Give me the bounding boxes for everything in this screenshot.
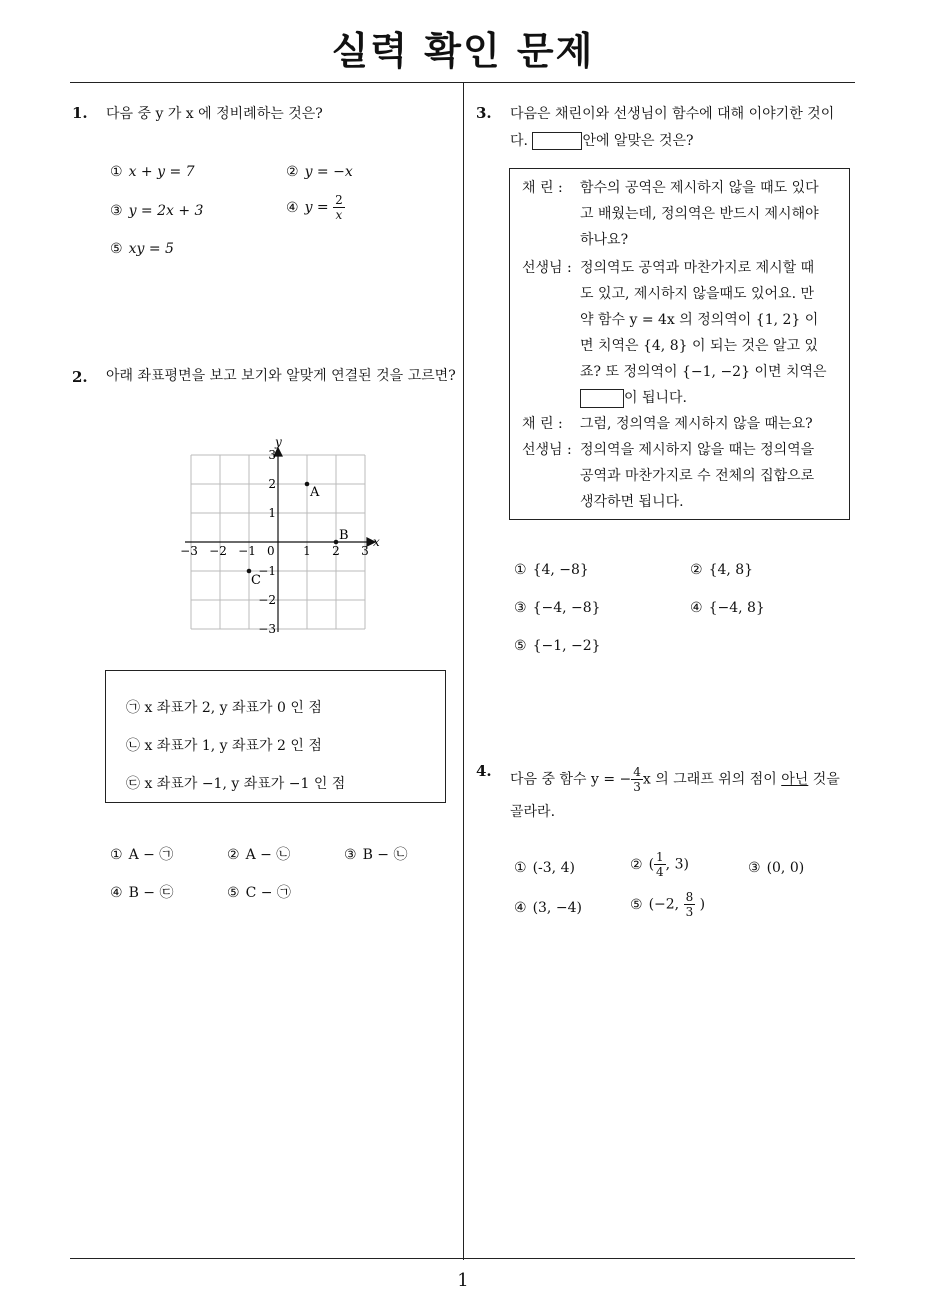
q2-option-4[interactable]: [110, 882, 173, 902]
text-mid: x 의 그래프 위의 점이: [642, 771, 782, 788]
option-mark: ①: [110, 847, 123, 863]
option-text: B − ㉡: [362, 847, 408, 863]
option-mark: ②: [227, 847, 240, 863]
dialogue-turn-1: [522, 175, 839, 253]
text-pre: 다.: [510, 133, 528, 149]
q2-box-item-3: [126, 773, 345, 793]
q1-option-5[interactable]: [110, 241, 174, 257]
q2-option-2[interactable]: [227, 844, 290, 864]
fraction-numerator: 1: [656, 850, 664, 864]
dialogue-turn-3: [522, 411, 839, 437]
point-b-label: B: [339, 528, 349, 543]
item-mark: ㉠: [126, 700, 140, 716]
option-mark: ③: [344, 847, 357, 863]
utterance-line: 정의역도 공역과 마찬가지로 제시할 때: [580, 260, 815, 276]
option-mark: ⑤: [227, 885, 240, 901]
x-tick-label: −2: [209, 544, 227, 558]
q3-dialogue-box: [509, 168, 850, 520]
item-mark: ㉢: [126, 776, 140, 792]
speaker-label: 선생님 :: [522, 442, 572, 458]
item-text: x 좌표가 2, y 좌표가 0 인 점: [144, 700, 322, 716]
y-tick-label: 2: [268, 477, 276, 491]
q3-option-3[interactable]: [514, 600, 601, 616]
utterance-line: 죠? 또 정의역이 {−1, −2} 이면 치역은: [580, 364, 827, 380]
option-mark: ②: [286, 164, 299, 180]
option-text: y = −x: [304, 164, 353, 180]
option-mark: ④: [286, 199, 299, 216]
fraction: [684, 890, 696, 919]
option-mark: ③: [748, 860, 761, 876]
y-tick-label: −2: [258, 593, 276, 607]
question-3-text-line1: 다음은 채린이와 선생님이 함수에 대해 이야기한 것이: [510, 106, 835, 122]
utterance-line: 면 치역은 {4, 8} 이 되는 것은 알고 있: [580, 338, 818, 354]
utterance-line: [580, 385, 839, 411]
option-mark: ①: [110, 164, 123, 180]
q2-reference-box: [105, 670, 446, 803]
utterance-line: 약 함수 y = 4x 의 정의역이 {1, 2} 이: [580, 312, 819, 328]
answer-blank: [580, 389, 624, 408]
fraction: [654, 850, 666, 879]
item-text: x 좌표가 1, y 좌표가 2 인 점: [144, 738, 322, 754]
x-tick-label: 1: [303, 544, 311, 558]
column-divider: [463, 82, 464, 1260]
option-mark: ⑤: [514, 638, 527, 654]
dialogue-turn-2: [522, 255, 839, 411]
item-text: x 좌표가 −1, y 좌표가 −1 인 점: [144, 776, 346, 792]
question-1-number: 1.: [72, 104, 88, 122]
option-post: , 3): [665, 856, 689, 873]
utterance-line: 도 있고, 제시하지 않을때도 있어요. 만: [580, 286, 815, 302]
utterance-line: 공역과 마찬가지로 수 전체의 집합으로: [580, 468, 815, 484]
utterance-line: 함수의 공역은 제시하지 않을 때도 있다: [580, 180, 819, 196]
fraction-numerator: 4: [633, 765, 641, 779]
x-tick-label: −1: [238, 544, 256, 558]
q4-option-2[interactable]: [630, 850, 689, 879]
question-2-text: 아래 좌표평면을 보고 보기와 알맞게 연결된 것을 고르면?: [106, 368, 456, 384]
y-tick-label: −1: [258, 564, 276, 578]
text-pre: 다음 중 함수 y = −: [510, 771, 632, 788]
option-text: A − ㉠: [128, 847, 174, 863]
y-tick-label: 1: [268, 506, 276, 520]
option-text: {−1, −2}: [532, 638, 601, 654]
fraction-denominator: 3: [685, 905, 694, 919]
q3-option-4[interactable]: [690, 600, 765, 616]
utterance: [580, 411, 839, 437]
y-axis-label: y: [275, 435, 282, 449]
option-text: {4, 8}: [708, 562, 754, 578]
q3-option-5[interactable]: [514, 638, 601, 654]
x-axis-label: x: [373, 535, 380, 549]
utterance: [580, 175, 839, 253]
fraction: [631, 765, 643, 794]
point-a: [305, 482, 310, 487]
option-text: C − ㉠: [245, 885, 291, 901]
option-text: xy = 5: [128, 241, 174, 257]
fraction-numerator: 8: [685, 890, 694, 904]
fraction-denominator: 4: [656, 865, 664, 879]
coordinate-plane: [175, 432, 390, 642]
text-post: 것을: [808, 771, 840, 788]
option-mark: ③: [110, 203, 123, 219]
option-mark: ①: [514, 860, 527, 876]
option-mark: ②: [690, 562, 703, 578]
q4-option-4[interactable]: [514, 900, 582, 916]
option-post: ): [699, 896, 706, 913]
q4-option-1[interactable]: [514, 860, 575, 876]
q1-option-3[interactable]: [110, 203, 203, 219]
option-text: x + y = 7: [128, 164, 195, 180]
option-mark: ④: [690, 600, 703, 616]
q4-option-5[interactable]: [630, 890, 705, 919]
q4-option-3[interactable]: [748, 860, 804, 876]
option-text: y = 2x + 3: [128, 203, 204, 219]
q2-box-item-1: [126, 697, 322, 717]
speaker-label: 채 린 :: [522, 416, 563, 432]
option-text: A − ㉡: [245, 847, 291, 863]
option-text: {−4, −8}: [532, 600, 601, 616]
point-a-label: A: [310, 485, 320, 500]
option-mark: ②: [630, 856, 643, 873]
option-mark: ⑤: [630, 896, 643, 913]
utterance: [580, 255, 839, 411]
utterance-line: 생각하면 됩니다.: [580, 494, 684, 510]
option-text: {4, −8}: [532, 562, 589, 578]
question-4-text-line1: [510, 765, 840, 794]
fraction-denominator: 3: [633, 780, 641, 794]
q1-option-2[interactable]: [286, 164, 353, 180]
option-text: (0, 0): [766, 860, 805, 876]
option-mark: ⑤: [110, 241, 123, 257]
answer-blank: [532, 132, 582, 150]
fraction-numerator: 2: [335, 193, 343, 207]
option-mark: ①: [514, 562, 527, 578]
option-mark: ③: [514, 600, 527, 616]
option-text: {−4, 8}: [708, 600, 765, 616]
question-3-text-line2: [510, 127, 694, 155]
option-pre: (: [648, 856, 655, 873]
y-tick-label: −3: [258, 622, 276, 636]
point-b: [334, 540, 339, 545]
footer-divider: [70, 1258, 855, 1259]
option-text: y =: [304, 199, 329, 216]
option-pre: (−2,: [648, 896, 680, 913]
underlined-word: 아닌: [781, 771, 809, 788]
utterance-line: 고 배웠는데, 정의역은 반드시 제시해야: [580, 206, 819, 222]
option-text: (-3, 4): [532, 860, 575, 876]
dialogue-turn-4: [522, 437, 839, 515]
speaker-label: 채 린 :: [522, 180, 563, 196]
x-tick-label: −3: [180, 544, 198, 558]
q2-option-1[interactable]: [110, 844, 173, 864]
option-mark: ④: [110, 885, 123, 901]
item-mark: ㉡: [126, 738, 140, 754]
option-text: (3, −4): [532, 900, 582, 916]
origin-label: 0: [267, 544, 275, 558]
q3-option-1[interactable]: [514, 562, 589, 578]
utterance: [580, 437, 839, 515]
x-tick-label: 2: [332, 544, 340, 558]
blank-suffix: 이 됩니다.: [624, 390, 687, 406]
x-tick-label: 3: [361, 544, 369, 558]
utterance-line: 정의역을 제시하지 않을 때는 정의역을: [580, 442, 815, 458]
page-number: 1: [457, 1270, 469, 1291]
q1-option-1[interactable]: [110, 164, 195, 180]
utterance-line: 그럼, 정의역을 제시하지 않을 때는요?: [580, 416, 813, 432]
option-text: B − ㉢: [128, 885, 174, 901]
page-title: 실력 확인 문제: [331, 29, 595, 73]
utterance-line: 하나요?: [580, 232, 629, 248]
y-tick-label: 3: [268, 448, 276, 462]
speaker-label: 선생님 :: [522, 260, 572, 276]
q2-box-item-2: [126, 735, 322, 755]
question-2-number: 2.: [72, 368, 88, 386]
q2-option-3[interactable]: [344, 844, 407, 864]
q1-option-4[interactable]: [286, 193, 345, 222]
fraction: [333, 193, 345, 222]
question-1-text: 다음 중 y 가 x 에 정비례하는 것은?: [106, 106, 323, 122]
fraction-denominator: x: [335, 208, 343, 222]
q2-option-5[interactable]: [227, 882, 291, 902]
option-mark: ④: [514, 900, 527, 916]
question-3-number: 3.: [476, 104, 492, 122]
text-post: 안에 알맞은 것은?: [582, 133, 694, 149]
question-4-number: 4.: [476, 762, 492, 780]
point-c-label: C: [251, 573, 261, 588]
question-4-text-line2: 골라라.: [510, 804, 556, 820]
q3-option-2[interactable]: [690, 562, 753, 578]
